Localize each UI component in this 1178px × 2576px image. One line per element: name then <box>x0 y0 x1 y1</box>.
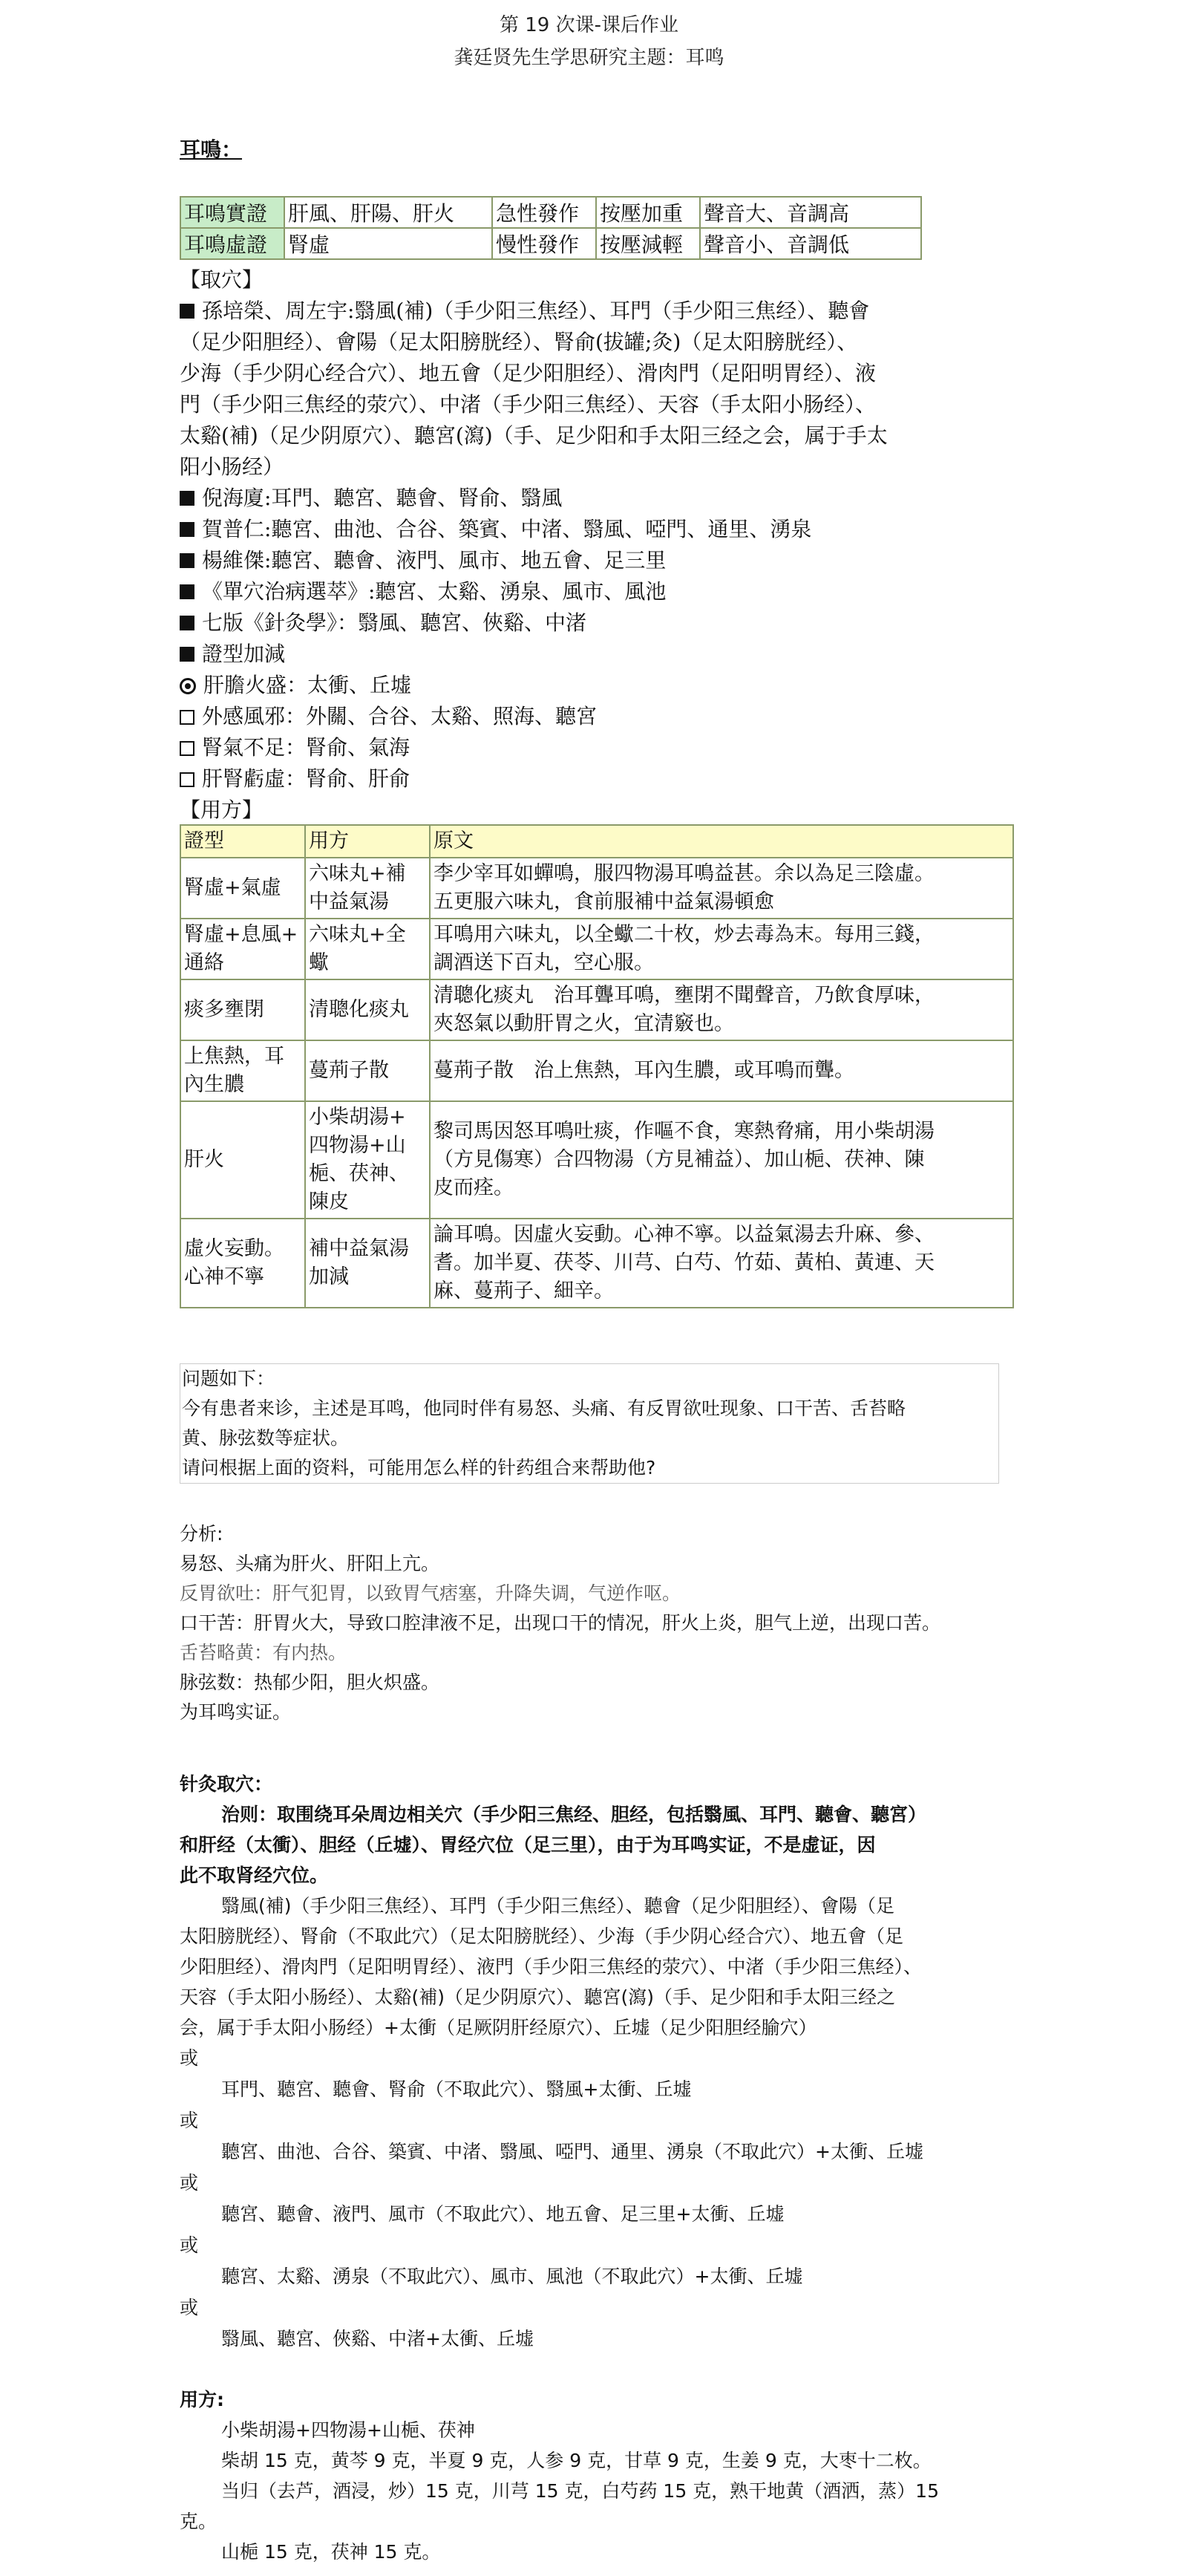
analysis-line: 脉弦数：热郁少阳，胆火炽盛。 <box>180 1672 440 1693</box>
radio-item <box>180 670 1011 701</box>
column-header: 證型 <box>180 825 305 858</box>
list-item-text: 倪海廈:耳門、聽宮、聽會、腎俞、翳風 <box>202 486 563 510</box>
question-line: 黄、脉弦数等症状。 <box>182 1427 350 1449</box>
or-label: 或 <box>180 2110 199 2131</box>
table-cell: 耳鳴實證 <box>180 197 284 228</box>
or-label: 或 <box>180 2297 199 2318</box>
main-points-line: 少阳胆经）、滑肉門（足阳明胃经）、液門（手少阳三焦经的荥穴）、中渚（手少阳三焦经）、 <box>180 1956 923 1977</box>
cell-line: 中益氣湯 <box>309 890 389 913</box>
list-item-continuation: 門（手少阳三焦经的荥穴）、中渚（手少阳三焦经）、天容（手太阳小肠经）、 <box>180 392 877 417</box>
cell-line: 黎司馬因怒耳鳴吐痰，作嘔不食，寒熱脅痛，用小柴胡湯 <box>433 1120 935 1143</box>
yongfang-heading: 【用方】 <box>180 798 264 822</box>
checkbox-bullet-icon <box>180 710 194 725</box>
cell-line: 蠍 <box>309 951 329 974</box>
table-row <box>180 197 921 228</box>
list-item-text: 外感風邪：外關、合谷、太谿、照海、聽宮 <box>202 704 598 728</box>
list-item-text: 賀普仁:聽宮、曲池、合谷、築賓、中渚、翳風、啞門、通里、湧泉 <box>202 517 812 541</box>
original-text-cell <box>430 919 1013 979</box>
question-box <box>180 1363 999 1484</box>
main-points-line: 天容（手太阳小肠经）、太谿(補)（足少阴原穴）、聽宮(瀉)（手、足少阳和手太阳三经之 <box>180 1986 896 2008</box>
type-cell <box>180 858 305 919</box>
cell-line: 清聰化痰丸 治耳聾耳鳴，壅閉不聞聲音，乃飲食厚味， <box>433 984 935 1007</box>
cell-line: 清聰化痰丸 <box>309 998 409 1021</box>
list-item <box>180 545 1011 576</box>
fang-heading: 用方: <box>180 2389 224 2410</box>
section-title: 耳鳴： <box>180 137 243 162</box>
quxue-section <box>180 264 1011 826</box>
cell-line: 加減 <box>309 1265 349 1288</box>
list-item-continuation: （足少阳胆经）、會陽（足太阳膀胱经）、腎俞(拔罐;灸)（足太阳膀胱经）、 <box>180 330 858 354</box>
bullet-square-icon <box>180 647 194 662</box>
list-item-text: 孫培榮、周左宇:翳風(補)（手少阳三焦经）、耳門（手少阳三焦经）、聽會 <box>202 299 870 323</box>
main-points-line: 太阳膀胱经）、腎俞（不取此穴）（足太阳膀胱经）、少海（手少阴心经合穴）、地五會（足 <box>180 1926 904 1947</box>
cell-line: 梔、茯神、 <box>309 1162 409 1185</box>
cell-line: 六味丸+全 <box>309 923 406 946</box>
quxue-heading: 【取穴】 <box>180 267 264 292</box>
table-row <box>180 1101 1013 1219</box>
type-cell <box>180 1219 305 1308</box>
table-cell: 腎虛 <box>284 228 492 259</box>
cell-line: 蔓荊子散 治上焦熱，耳內生膿，或耳鳴而聾。 <box>433 1059 854 1082</box>
table-row <box>180 1219 1013 1308</box>
acupuncture-heading: 针灸取穴： <box>180 1773 273 1795</box>
formula-cell <box>305 1101 430 1219</box>
analysis-line: 为耳鸣实证。 <box>180 1701 292 1723</box>
prescription-table <box>180 824 1014 1308</box>
analysis-line: 易怒、头痛为肝火、肝阳上亢。 <box>180 1553 440 1574</box>
original-text-cell <box>430 858 1013 919</box>
option-line: 耳門、聽宮、聽會、腎俞（不取此穴）、翳風+太衝、丘墟 <box>221 2078 692 2100</box>
main-points-line: 会，属于手太阳小肠经）+太衝（足厥阴肝经原穴）、丘墟（足少阳胆经腧穴） <box>180 2017 817 2038</box>
analysis-heading: 分析: <box>180 1523 223 1545</box>
table-row <box>180 228 921 259</box>
cell-line: 耳鳴用六味丸，以全蠍二十枚，炒去毒為末。每用三錢， <box>433 923 935 946</box>
question-line: 今有患者来诊，主述是耳鸣，他同时伴有易怒、头痛、有反胃欲吐现象、口干苦、舌苔略 <box>182 1398 906 1419</box>
formula-cell <box>305 1219 430 1308</box>
analysis-line: 口干苦：肝胃火大，导致口腔津液不足，出现口干的情况，肝火上炎，胆气上逆，出现口苦。 <box>180 1612 941 1634</box>
formula-cell <box>305 979 430 1040</box>
fang-line: 柴胡 15 克，黄芩 9 克，半夏 9 克，人参 9 克，甘草 9 克，生姜 9 克，大枣十二枚。 <box>221 2450 932 2471</box>
bullet-square-icon <box>180 522 194 537</box>
option-line: 聽宮、太谿、湧泉（不取此穴）、風市、風池（不取此穴）+太衝、丘墟 <box>221 2266 803 2287</box>
comparison-table <box>180 196 922 260</box>
list-item-text: 肝腎虧虛：腎俞、肝俞 <box>202 766 410 791</box>
original-text-cell <box>430 1040 1013 1101</box>
cell-line: 皮而痊。 <box>433 1176 514 1199</box>
type-cell <box>180 1040 305 1101</box>
list-item-continuation: 少海（手少阴心经合穴）、地五會（足少阳胆经）、滑肉門（足阳明胃经）、液 <box>180 361 877 385</box>
principle-line: 治则：取围绕耳朵周边相关穴（手少阳三焦经、胆经，包括翳風、耳門、聽會、聽宮） <box>221 1804 927 1825</box>
cell-line: 蔓荊子散 <box>309 1059 389 1082</box>
cell-line: 五更服六味丸，食前服補中益氣湯頓愈 <box>433 890 774 913</box>
checkbox-item <box>180 732 1011 763</box>
fang-line: 当归（去芦，酒浸，炒）15 克，川芎 15 克，白芍药 15 克，熟干地黄（酒洒，蒸）15 <box>221 2480 939 2502</box>
cell-line: 通絡 <box>184 951 224 974</box>
type-cell <box>180 919 305 979</box>
column-header: 原文 <box>430 825 1013 858</box>
cell-line: 肝火 <box>184 1148 224 1171</box>
option-line: 聽宮、聽會、液門、風市（不取此穴）、地五會、足三里+太衝、丘墟 <box>221 2203 785 2225</box>
cell-line: 腎虛+息風+ <box>184 923 298 946</box>
bullet-square-icon <box>180 304 194 319</box>
formula-cell <box>305 919 430 979</box>
cell-line: 耆。加半夏、茯苓、川芎、白芍、竹茹、黃柏、黃連、天 <box>433 1251 935 1274</box>
radio-bullet-icon <box>180 678 196 694</box>
table-header-row <box>180 825 1013 858</box>
list-item <box>180 639 1011 670</box>
list-item-text: 肝膽火盛：太衝、丘墟 <box>203 673 412 697</box>
checkbox-bullet-icon <box>180 741 194 756</box>
list-item <box>180 483 1011 514</box>
cell-line: 腎虛+氣虛 <box>184 876 281 899</box>
bullet-square-icon <box>180 584 194 599</box>
table-cell: 慢性發作 <box>492 228 596 259</box>
cell-line: 六味丸+補 <box>309 862 406 885</box>
question-line: 问题如下： <box>182 1368 275 1389</box>
cell-line: 虛火妄動。 <box>184 1237 284 1260</box>
header-line-1: 第 19 次课-课后作业 <box>500 14 678 36</box>
list-item-text: 《單穴治病選萃》:聽宮、太谿、湧泉、風市、風池 <box>202 579 667 604</box>
principle-line: 和肝经（太衝）、胆经（丘墟）、胃经穴位（足三里），由于为耳鸣实证，不是虚证，因 <box>180 1834 876 1856</box>
list-item <box>180 296 1011 327</box>
formula-cell <box>305 858 430 919</box>
cell-line: 補中益氣湯 <box>309 1237 409 1260</box>
cell-line: 上焦熱，耳 <box>184 1045 284 1068</box>
analysis-line: 舌苔略黄：有内热。 <box>180 1642 347 1663</box>
fang-line: 山梔 15 克，茯神 15 克。 <box>221 2541 441 2563</box>
table-row <box>180 979 1013 1040</box>
list-item <box>180 514 1011 545</box>
cell-line: 調酒送下百丸，空心服。 <box>433 951 654 974</box>
checkbox-bullet-icon <box>180 772 194 787</box>
formula-cell <box>305 1040 430 1101</box>
checkbox-item <box>180 701 1011 732</box>
table-cell: 聲音大、音調高 <box>700 197 921 228</box>
cell-line: 夾怒氣以動肝胃之火，宜清竅也。 <box>433 1012 734 1035</box>
table-row <box>180 858 1013 919</box>
option-line: 聽宮、曲池、合谷、築賓、中渚、翳風、啞門、通里、湧泉（不取此穴）+太衝、丘墟 <box>221 2141 923 2162</box>
option-line: 翳風、聽宮、俠谿、中渚+太衝、丘墟 <box>221 2328 534 2350</box>
cell-line: 四物湯+山 <box>309 1134 406 1157</box>
table-cell: 按壓減輕 <box>596 228 700 259</box>
fang-line: 克。 <box>180 2511 217 2532</box>
table-cell: 耳鳴虛證 <box>180 228 284 259</box>
list-item-continuation: 太谿(補)（足少阴原穴）、聽宮(瀉)（手、足少阳和手太阳三经之会，属于手太 <box>180 423 888 448</box>
list-item <box>180 576 1011 607</box>
type-cell <box>180 1101 305 1219</box>
table-cell: 聲音小、音調低 <box>700 228 921 259</box>
bullet-square-icon <box>180 491 194 506</box>
table-row <box>180 919 1013 979</box>
analysis-section <box>180 1519 940 1727</box>
question-line: 请问根据上面的资料，可能用怎么样的针药组合来帮助他? <box>182 1457 656 1478</box>
bullet-square-icon <box>180 616 194 630</box>
bullet-square-icon <box>180 553 194 568</box>
column-header: 用方 <box>305 825 430 858</box>
table-cell: 肝風、肝陽、肝火 <box>284 197 492 228</box>
cell-line: （方見傷寒）合四物湯（方見補益）、加山梔、茯神、陳 <box>433 1148 925 1171</box>
cell-line: 李少宰耳如蟬鳴，服四物湯耳鳴益甚。余以為足三陰虛。 <box>433 862 935 885</box>
original-text-cell <box>430 1219 1013 1308</box>
table-row <box>180 1040 1013 1101</box>
cell-line: 陳皮 <box>309 1190 349 1213</box>
fang-line: 小柴胡湯+四物湯+山梔、茯神 <box>221 2419 475 2441</box>
main-points-line: 翳風(補)（手少阳三焦经）、耳門（手少阳三焦经）、聽會（足少阳胆经）、會陽（足 <box>221 1895 895 1917</box>
or-label: 或 <box>180 2172 199 2194</box>
cell-line: 痰多壅閉 <box>184 998 264 1021</box>
original-text-cell <box>430 1101 1013 1219</box>
checkbox-item <box>180 763 1011 795</box>
cell-line: 小柴胡湯+ <box>309 1106 406 1129</box>
type-cell <box>180 979 305 1040</box>
or-label: 或 <box>180 2234 199 2256</box>
acupuncture-section <box>180 1769 1011 2567</box>
cell-line: 論耳鳴。因虛火妄動。心神不寧。以益氣湯去升麻、參、 <box>433 1223 935 1246</box>
table-cell: 按壓加重 <box>596 197 700 228</box>
list-item-text: 楊維傑:聽宮、聽會、液門、風市、地五會、足三里 <box>202 548 667 573</box>
table-cell: 急性發作 <box>492 197 596 228</box>
list-item-text: 七版《針灸學》：翳風、聽宮、俠谿、中渚 <box>202 610 587 635</box>
original-text-cell <box>430 979 1013 1040</box>
cell-line: 內生膿 <box>184 1073 244 1096</box>
or-label: 或 <box>180 2047 199 2069</box>
list-item-text: 證型加減 <box>202 642 286 666</box>
list-item-continuation: 阳小肠经） <box>180 454 284 479</box>
principle-line: 此不取肾经穴位。 <box>180 1865 329 1886</box>
cell-line: 心神不寧 <box>184 1265 264 1288</box>
header-line-2: 龚廷贤先生学思研究主题：耳鸣 <box>454 47 724 69</box>
cell-line: 麻、蔓荊子、細辛。 <box>433 1279 614 1302</box>
list-item <box>180 607 1011 639</box>
list-item-text: 腎氣不足：腎俞、氣海 <box>202 735 410 760</box>
analysis-line: 反胃欲吐：肝气犯胃，以致胃气痞塞，升降失调，气逆作呕。 <box>180 1582 681 1604</box>
